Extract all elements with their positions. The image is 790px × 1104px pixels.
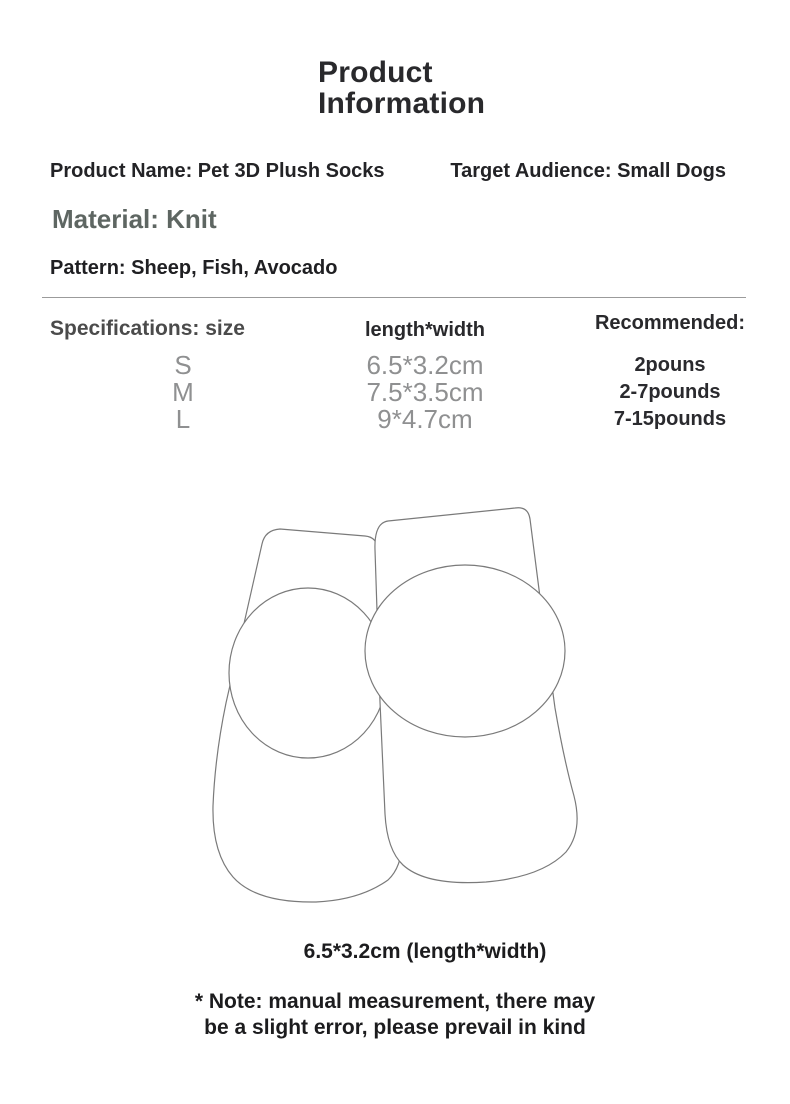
spec-header-recommended: Recommended:	[594, 312, 746, 334]
spec-row-l-recommended: 7-15pounds	[613, 408, 727, 430]
spec-row-m-size: M	[172, 377, 194, 407]
spec-row-l-dimensions: 9*4.7cm	[377, 404, 473, 434]
product-name-text: Product Name: Pet 3D Plush Socks	[50, 160, 385, 182]
specifications-table	[0, 310, 790, 433]
page-title-line1: Product	[318, 56, 433, 89]
spec-row-m-dimensions: 7.5*3.5cm	[366, 377, 484, 407]
sock-diagram	[190, 490, 590, 910]
measurement-note-line1: * Note: manual measurement, there may	[194, 990, 596, 1013]
measurement-note	[0, 989, 790, 1041]
spec-row-s-recommended: 2pouns	[634, 354, 706, 376]
material-text: Material: Knit	[52, 204, 217, 234]
measurement-note-line2: be a slight error, please prevail in kind	[204, 1016, 586, 1039]
size-caption: 6.5*3.2cm (length*width)	[303, 940, 547, 963]
spec-row-l-size: L	[175, 404, 191, 434]
spec-row-s-size: S	[174, 350, 192, 380]
section-divider	[42, 297, 746, 298]
target-audience-text: Target Audience: Small Dogs	[450, 160, 726, 182]
pattern-text: Pattern: Sheep, Fish, Avocado	[50, 257, 338, 279]
name-and-audience-row	[0, 160, 790, 183]
left-sock-pad	[229, 588, 387, 758]
spec-header-size: Specifications: size	[50, 317, 245, 340]
spec-header-dimensions: length*width	[365, 319, 485, 341]
page-title	[318, 57, 485, 119]
spec-row-m-recommended: 2-7pounds	[619, 381, 721, 403]
page-title-line2: Information	[318, 87, 486, 120]
spec-row-s-dimensions: 6.5*3.2cm	[366, 350, 484, 380]
right-sock-pad	[365, 565, 565, 737]
